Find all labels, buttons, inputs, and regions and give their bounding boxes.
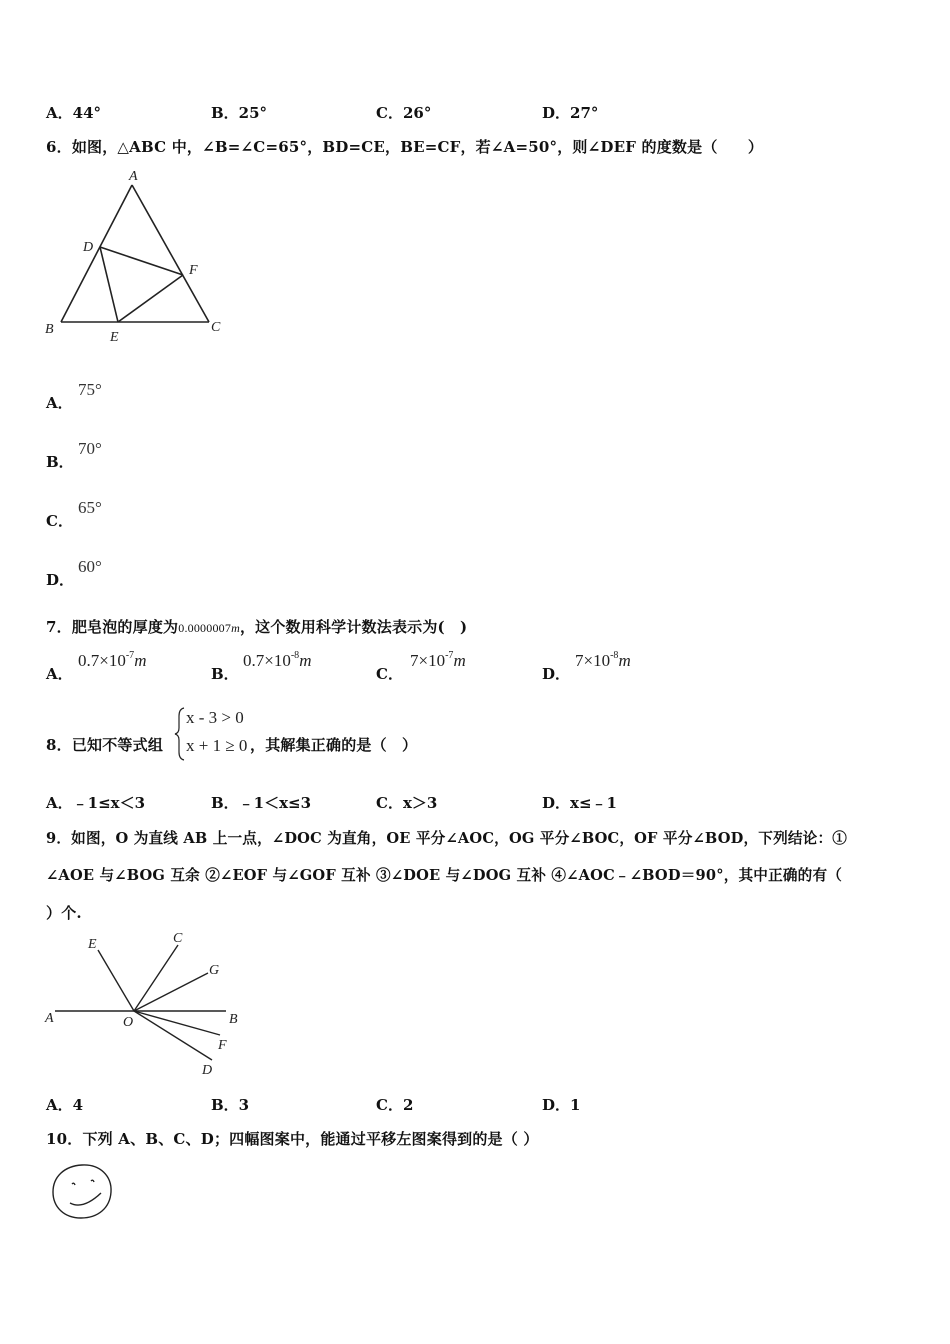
q6-option-a-value: 75°	[78, 380, 102, 399]
q7-option-d-letter: D．	[542, 665, 571, 683]
q9-label-o: O	[123, 1015, 134, 1030]
q6-option-c-value: 65°	[78, 498, 102, 517]
q6-text: 6．如图，△ABC 中，∠B=∠C=65°，BD=CE，BE=CF，若∠A=50°，则∠DEF 的度数是（ ）	[46, 138, 764, 156]
q6-option-d-value: 60°	[78, 557, 102, 576]
q7-option-c-letter: C．	[376, 665, 403, 683]
q7-prefix: 7．肥皂泡的厚度为	[46, 618, 179, 636]
q8-brace	[173, 706, 187, 762]
q6-label-f: F	[189, 263, 198, 278]
q7-text	[46, 616, 467, 637]
q9-option-c: C．2	[376, 1096, 414, 1114]
q9-line2: ∠AOE 与∠BOG 互余 ②∠EOF 与∠GOF 互补 ③∠DOE 与∠DOG 互补 ④∠AOC﹣∠BOD＝90°，其中正确的有（	[46, 867, 843, 884]
q9-option-d: D．1	[542, 1096, 581, 1114]
q7-suffix: ，这个数用科学计数法表示为( )	[239, 618, 468, 636]
q9-line1: 9．如图，O 为直线 AB 上一点，∠DOC 为直角，OE 平分∠AOC，OG 平分∠BOC，OF 平分∠BOD，下列结论：①	[46, 830, 848, 847]
q5-option-d: D．27°	[542, 104, 599, 122]
q6-option-b-value: 70°	[78, 439, 102, 458]
q6-option-a-letter: A．	[46, 394, 73, 412]
q7-option-d-value: $7\times 10^{-8}m$	[575, 650, 631, 670]
q8-option-a: A．﹣1≤x＜3	[46, 794, 146, 812]
q6-option-c-letter: C．	[46, 512, 73, 530]
q8-system-line2: x + 1 ≥ 0	[186, 736, 248, 755]
q5-option-b: B．25°	[211, 104, 268, 122]
q7-option-b-letter: B．	[211, 665, 239, 683]
q9-label-e: E	[88, 937, 97, 952]
q8-option-c: C．x＞3	[376, 794, 438, 812]
q9-option-b: B．3	[211, 1096, 250, 1114]
q5-option-c: C．26°	[376, 104, 432, 122]
q6-option-d-letter: D．	[46, 571, 75, 589]
q6-label-d: D	[83, 240, 94, 255]
q8-system-line1: x - 3 > 0	[186, 708, 244, 727]
q9-label-d: D	[202, 1063, 213, 1078]
q9-angle-figure	[40, 928, 260, 1078]
q8-option-d: D．x≤﹣1	[542, 794, 617, 812]
q6-label-e: E	[110, 330, 119, 345]
q9-label-f: F	[218, 1038, 227, 1053]
q8-option-b: B．﹣1＜x≤3	[211, 794, 312, 812]
q7-option-a-value: $0.7\times 10^{-7}m$	[78, 650, 147, 670]
q5-option-a: A．44°	[46, 104, 102, 122]
q6-label-c: C	[211, 320, 221, 335]
q10-smiley-icon	[48, 1160, 118, 1224]
q10-text: 10．下列 A、B、C、D；四幅图案中，能通过平移左图案得到的是（ ）	[46, 1130, 539, 1148]
q9-line3: ）个.	[46, 904, 82, 922]
q6-label-a: A	[129, 169, 138, 184]
q8-prefix: 8．已知不等式组	[46, 736, 164, 754]
q7-number: 0.0000007	[178, 621, 232, 635]
q8-suffix: ，其解集正确的是（ ）	[250, 736, 418, 754]
q7-option-b-value: $0.7\times 10^{-8}m$	[243, 650, 312, 670]
q9-label-a: A	[45, 1011, 54, 1026]
q6-option-b-letter: B．	[46, 453, 74, 471]
q9-label-c: C	[173, 931, 183, 946]
q6-triangle-figure	[38, 165, 238, 350]
q7-unit: m	[231, 621, 240, 635]
q9-option-a: A．4	[46, 1096, 84, 1114]
q6-label-b: B	[45, 322, 54, 337]
q7-option-c-value: $7\times 10^{-7}m$	[410, 650, 466, 670]
q7-option-a-letter: A．	[46, 665, 73, 683]
q9-label-g: G	[209, 963, 220, 978]
q9-label-b: B	[229, 1012, 238, 1027]
